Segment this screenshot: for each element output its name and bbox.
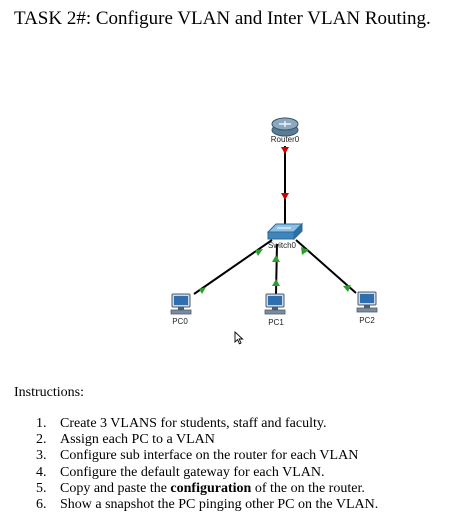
switch-pc1-link [276, 244, 277, 294]
pc0-link-marker-switch [255, 249, 263, 256]
list-item: 2. Assign each PC to a VLAN [36, 432, 215, 448]
router-link-end-marker [281, 147, 289, 154]
instruction-steps-list [36, 416, 378, 513]
pc1-link-marker-pc [272, 279, 280, 286]
pc-icon [265, 294, 285, 314]
pc1-label: PC1 [268, 318, 284, 327]
switch-link-end-marker [281, 193, 289, 200]
pc2-device [357, 292, 377, 325]
list-item: 3. Configure sub interface on the router for each VLAN [36, 448, 359, 464]
pc0-label: PC0 [172, 317, 188, 326]
router-label: Router0 [270, 135, 300, 144]
switch-label: Switch0 [267, 241, 297, 250]
router-device [271, 118, 300, 144]
pc2-label: PC2 [359, 316, 375, 325]
list-item: 4. Configure the default gateway for each VLAN. [36, 464, 325, 480]
list-item: 5. Copy and paste the configuration of the on the router. [36, 480, 365, 496]
instructions-heading: Instructions: [14, 385, 84, 400]
pc0-device [171, 294, 191, 326]
pc1-link-marker-switch [272, 255, 280, 262]
list-item: 6. Show a snapshot the PC pinging other PC on the VLAN. [36, 497, 379, 513]
pc-icon [357, 292, 377, 312]
switch-pc0-link [194, 240, 272, 294]
mouse-pointer-icon [234, 331, 244, 345]
list-item: 1. Create 3 VLANS for students, staff and faculty. [36, 416, 327, 431]
page-title: TASK 2#: Configure VLAN and Inter VLAN Routing. [14, 8, 431, 29]
pc1-device [265, 294, 285, 327]
pc0-link-marker-pc [199, 287, 206, 294]
switch-pc2-link [296, 240, 356, 293]
switch-device [268, 224, 302, 250]
pc-icon [171, 294, 191, 314]
